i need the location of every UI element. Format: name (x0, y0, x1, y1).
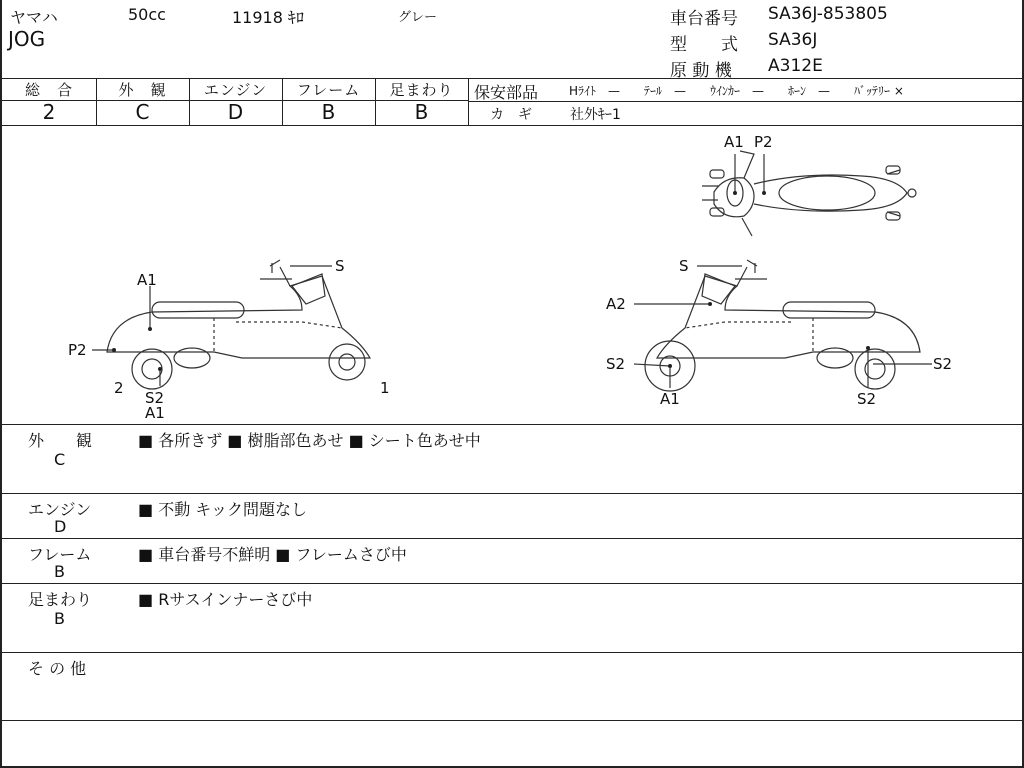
exterior-section-text: ■ 各所きず ■ 樹脂部色あせ ■ シート色あせ中 (138, 431, 481, 450)
maker: ヤマハ (10, 8, 58, 27)
suspension-section-label: 足まわり (28, 590, 93, 609)
mark-a1-left: A1 (137, 271, 157, 289)
engine-model-label: 原 動 機 (670, 61, 732, 81)
divider (2, 538, 1024, 539)
engine-grade-label: エンジン (203, 81, 268, 99)
type-label: 型 式 (670, 35, 738, 55)
mark-a2-right: A2 (606, 295, 626, 313)
frame-grade-value: B (321, 100, 336, 124)
body-color: グレー (398, 10, 438, 25)
exterior-grade-label: 外 観 (118, 81, 167, 99)
frame-section-text: ■ 車台番号不鮮明 ■ フレームさび中 (138, 545, 407, 564)
suspension-section-text: ■ Rサスインナーさび中 (138, 590, 313, 609)
type-value: SA36J (768, 30, 818, 50)
mark-a1-right: A1 (660, 390, 680, 408)
divider (2, 583, 1024, 584)
mark-a1-left-2: A1 (145, 404, 165, 422)
mark-s-left: S (335, 257, 345, 275)
damage-diagram (2, 126, 1024, 424)
engine-section-grade: D (54, 517, 67, 536)
key-label: カ ギ (490, 107, 532, 123)
mark-1-left: 1 (380, 379, 390, 397)
divider (2, 493, 1024, 494)
suspension-grade-label: 足まわり (389, 81, 454, 99)
engine-section-label: エンジン (28, 500, 92, 519)
frame-number: SA36J-853805 (768, 4, 888, 24)
divider (2, 720, 1024, 721)
key-value: 社外ｷｰ1 (570, 107, 621, 123)
mark-p2-top: P2 (754, 133, 773, 151)
mark-p2-left: P2 (68, 341, 87, 359)
engine-grade-value: D (227, 100, 244, 124)
scooter-right-view (645, 260, 920, 391)
overall-grade-value: 2 (42, 100, 56, 124)
overall-grade-label: 総 合 (24, 81, 73, 99)
exterior-grade-value: C (135, 100, 150, 124)
mark-s-right: S (679, 257, 689, 275)
safety-parts-items: Hﾗｲﾄ — ﾃｰﾙ — ｳｲﾝｶｰ — ﾎｰﾝ — ﾊﾞｯﾃﾘｰ × (569, 84, 904, 98)
divider (2, 424, 1024, 425)
mark-s2-right-bottom: S2 (857, 390, 877, 408)
safety-parts-label: 保安部品 (474, 83, 539, 102)
frame-section-grade: B (54, 562, 65, 581)
mark-s2-right-rear: S2 (933, 355, 953, 373)
divider (2, 652, 1024, 653)
frame-section-label: フレーム (28, 545, 92, 564)
mark-s2-right-front: S2 (606, 355, 626, 373)
mark-s2-left: S2 (145, 389, 165, 407)
suspension-grade-value: B (414, 100, 429, 124)
exterior-section-label: 外 観 (28, 431, 93, 450)
displacement: 50cc (128, 5, 166, 24)
other-section-label: そ の 他 (28, 659, 87, 678)
suspension-section-grade: B (54, 609, 65, 628)
mileage: 11918 ｷﾛ (232, 8, 304, 27)
mark-2-left: 2 (114, 379, 124, 397)
engine-section-text: ■ 不動 キック問題なし (138, 500, 307, 519)
frame-grade-label: フレーム (296, 81, 361, 99)
engine-model-value: A312E (768, 56, 823, 76)
model-name: JOG (8, 27, 46, 51)
mark-a1-top: A1 (724, 133, 744, 151)
exterior-section-grade: C (54, 450, 66, 469)
divider (468, 101, 1024, 102)
frame-number-label: 車台番号 (670, 9, 738, 29)
